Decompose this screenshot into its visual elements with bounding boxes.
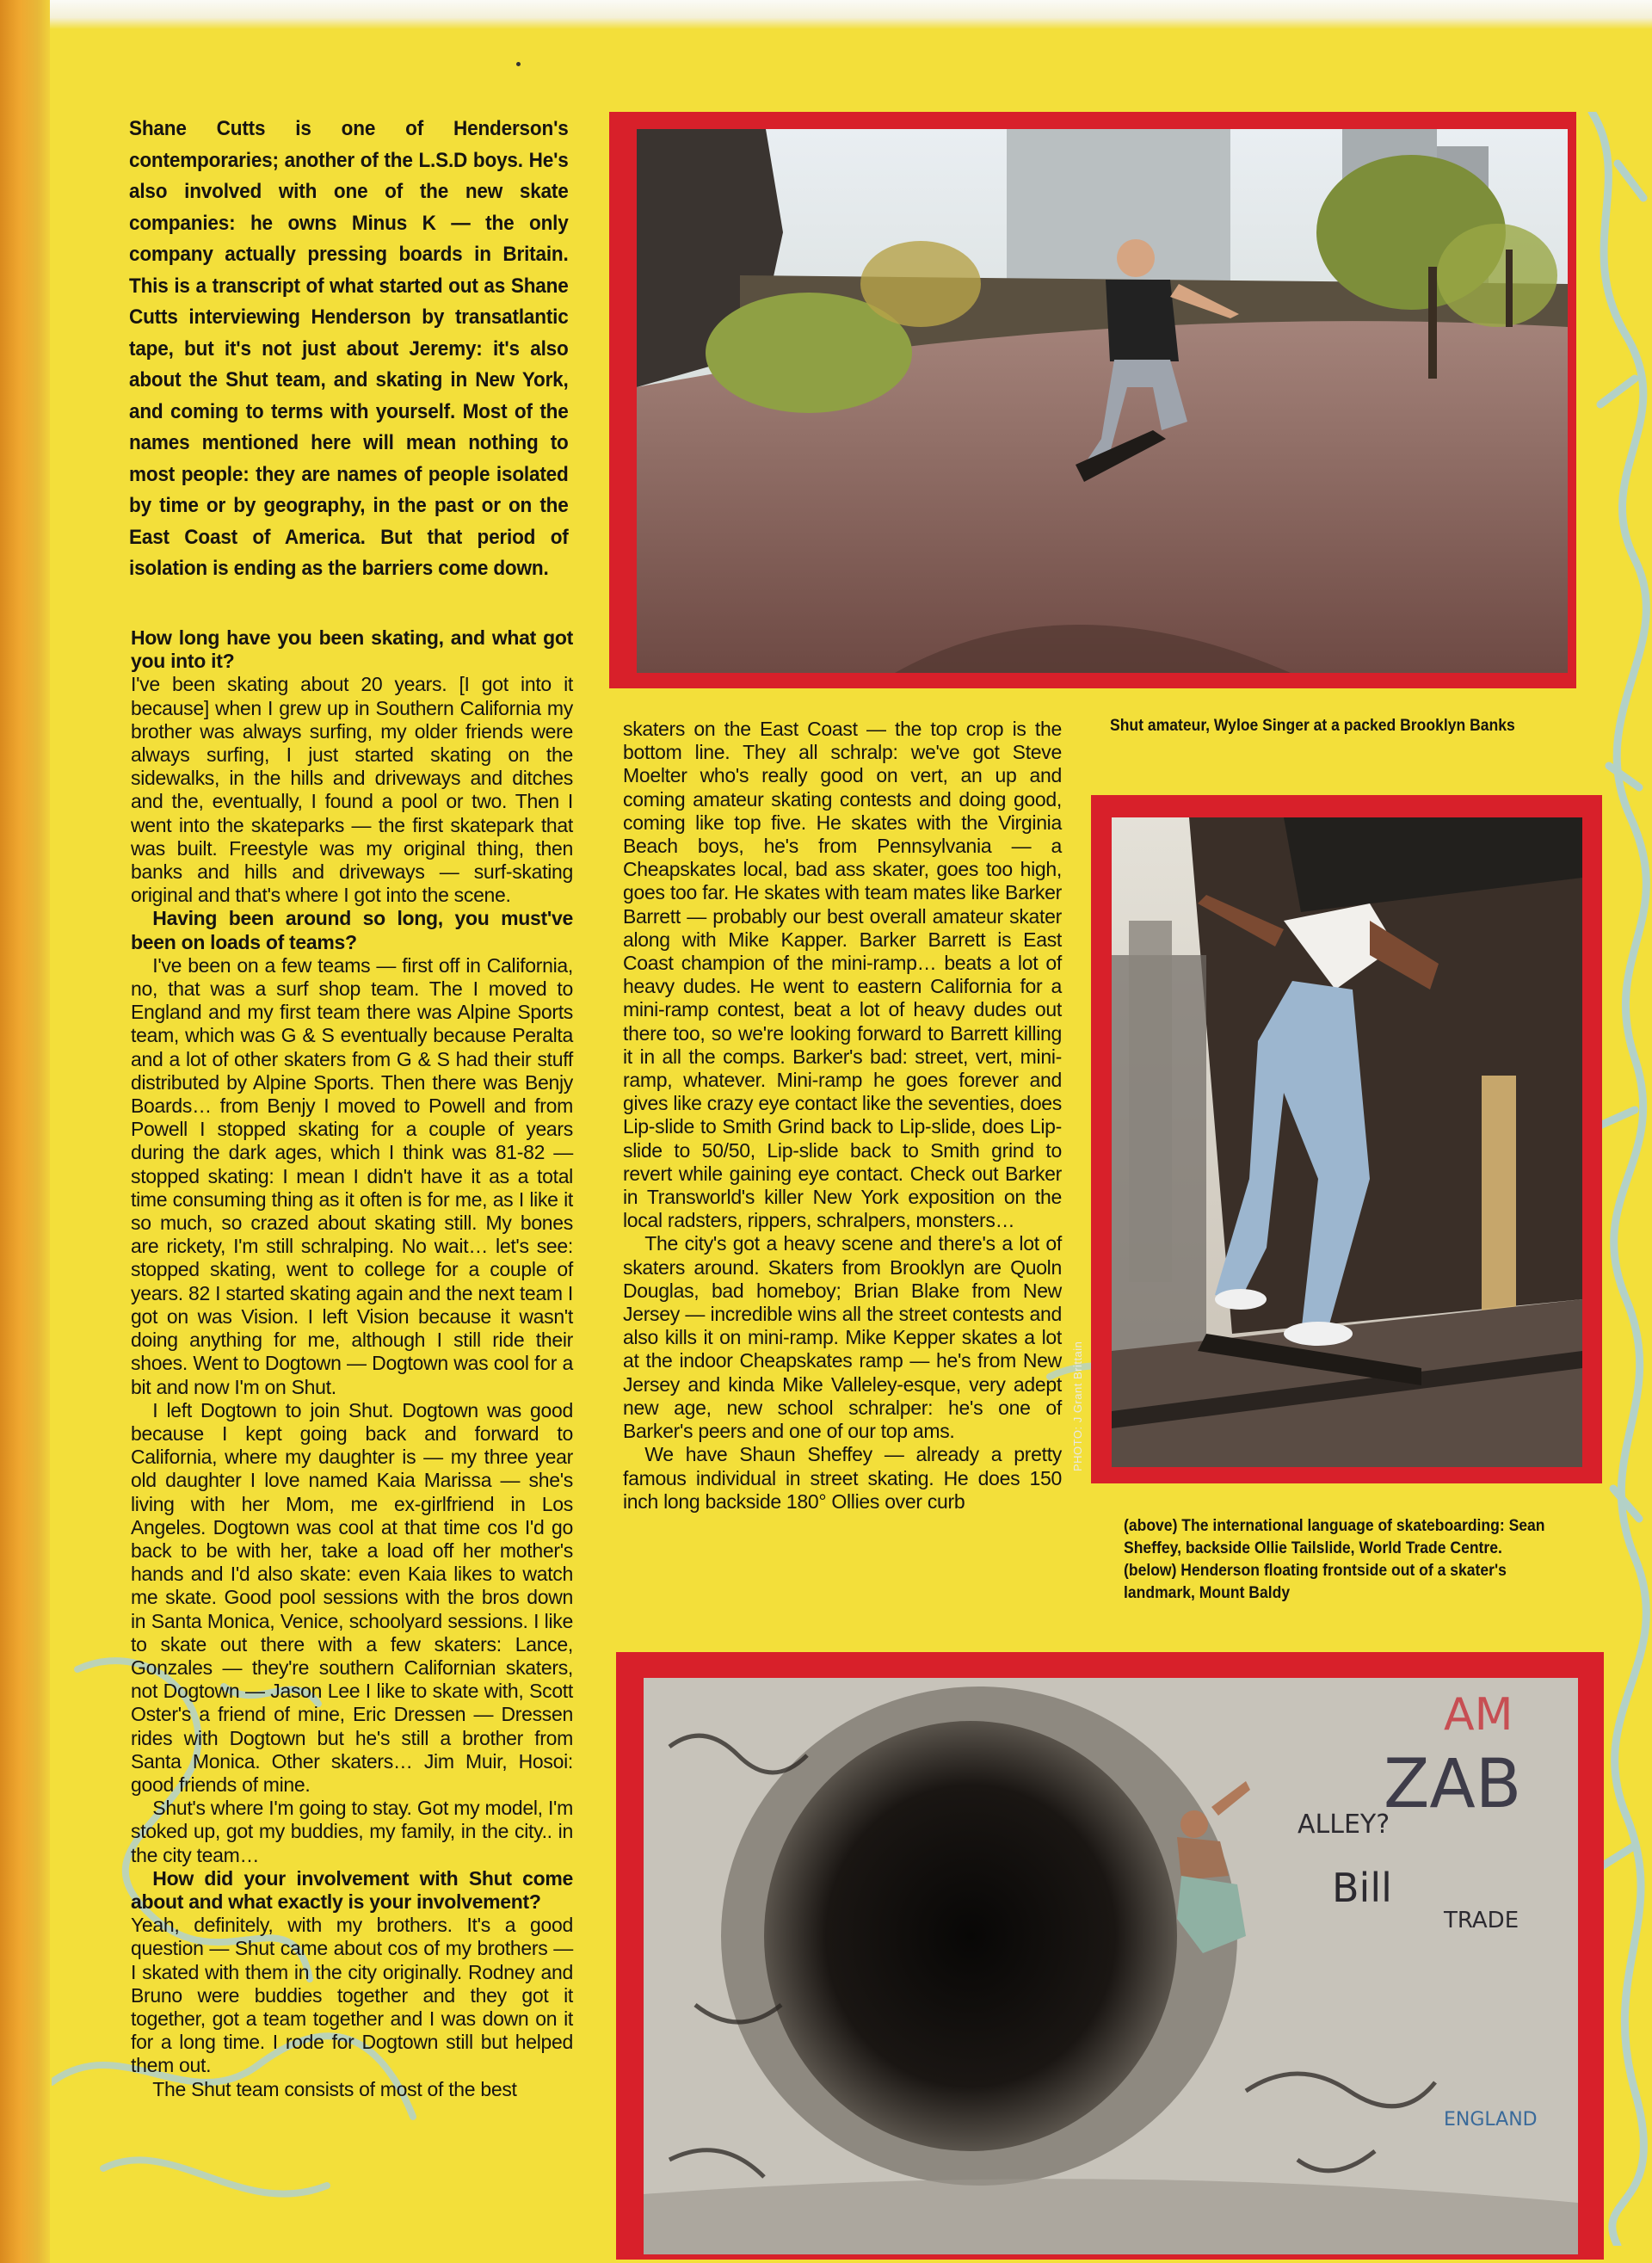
page-spine-edge <box>0 0 50 2263</box>
graffiti-bill: Bill <box>1332 1865 1392 1911</box>
photo-credit: PHOTO: J Grant Brittain <box>1071 1341 1084 1471</box>
article-column-2 <box>623 718 1062 1514</box>
page-top-shadow <box>50 0 1652 29</box>
answer-3-cont: The Shut team consists of most of the best <box>152 2077 517 2100</box>
caption-middle-photos: (above) The international language of skateboarding: Sean Sheffey, backside Ollie Tailslide, World Trade Centre. (below) Henderson floating frontside out of a skater's landmark, Mount Baldy <box>1124 1516 1545 1602</box>
article-column-1 <box>131 626 573 2101</box>
graffiti-alley: ALLEY? <box>1298 1810 1390 1840</box>
answer-2-end: Shut's where I'm going to stay. Got my model, I'm stoked up, got my buddies, my family, in the city.. in the city team… <box>131 1797 573 1866</box>
column-2-paragraph-2: The city's got a heavy scene and there's a lot of skaters around. Skaters from Brooklyn are Quoln Douglas, bad homeboy; Brian Blake from New Jersey — incredible wins all the street contests and also kills it on mini-ramp. Mike Kepper skates a lot at the indoor Cheapskates ramp — he's from New Jersey and kinda Mike Valleley-esque, very adept new age, new school schralper: he's one of Barker's peers and one of our top ams. <box>623 1232 1062 1443</box>
photo-mount-baldy-pipe <box>644 1678 1578 2254</box>
question-1: How long have you been skating, and what got you into it? <box>131 626 573 673</box>
answer-2: I've been on a few teams — first off in California, no, that was a surf shop team. The I moved to England and my first team there was Alpine Sports team, which was G & S eventually because Peralta and a lot of other skaters from G & S had their stuff distributed by Alpine Sports. Then there was Benjy Boards… from Benjy I moved to Powell and from Powell I stopped skating for a couple of years during the dark ages, which I think was 81-82 — stopped skating: I mean I didn't have it as a total time consuming thing as it often is for me, as I like it so much, so crazed about skating still. My bones are rickety, I'm still schralping. No wait… let's see: stopped skating, went to college for a couple of years. 82 I started skating again and the next team I got on was Vision. I left Vision because it wasn't doing anything for me, although I still ride their shoes. Went to Dogtown — Dogtown was cool for a bit and now I'm on Shut. <box>131 953 573 1398</box>
answer-2-cont: I left Dogtown to join Shut. Dogtown was good because I kept going back and forward to California, where my daughter is — my three year old daughter I love named Kaia Marissa — she's living with her Mom, me ex-girlfriend in Los Angeles. Dogtown was cool at that time cos I'd go back to be with her, take a load off her mother's hands and I'd also skate: even Kaia likes to watch me skate. Good pool sessions with the bros down in Santa Monica, Venice, schoolyard sessions. I like to skate out there with a few skaters: Lance, Gonzales — they're southern Californian skaters, not Dogtown — Jason Lee I like to skate with, Scott Oster's a friend of mine, Eric Dressen — Dressen rides with Dogtown but he's still a brother from Santa Monica. Other skaters… Jim Muir, Hosoi: good friends of mine. <box>131 1398 573 1796</box>
photo-world-trade-centre <box>1112 817 1582 1467</box>
column-2-paragraph-3: We have Shaun Sheffey — already a pretty famous individual in street skating. He does 150 inch long backside 180° Ollies over curb <box>623 1443 1062 1513</box>
answer-3: Yeah, definitely, with my brothers. It's a good question — Shut came about cos of my brothers — I skated with them in the city originally. Rodney and Bruno were buddies together and they got it together, got a team together and I was down on it for a long time. I rode for Dogtown still but helped them out. <box>131 1914 573 2077</box>
answer-1: I've been skating about 20 years. [I got into it because] when I grew up in Southern California my brother was always surfing, my older friends were always surfing, I just started skating on the sidewalks, in the hills and driveways and ditches and the, eventually, I found a pool or two. Then I went into the skateparks — the first skatepark that was built. Freestyle was my original thing, then banks and hills and driveways — surf-skating original and that's where I got into the scene. <box>131 673 573 907</box>
graffiti-trade: TRADE <box>1444 1908 1519 1933</box>
photo-brooklyn-banks <box>637 129 1568 673</box>
intro-paragraph: Shane Cutts is one of Henderson's contemporaries; another of the L.S.D boys. He's also involved with one of the new skate companies: he owns Minus K — the only company actually pressing boards in Britain. This is a transcript of what started out as Shane Cutts interviewing Henderson by transatlantic tape, but it's not just about Jeremy: it's also about the Shut team, and skating in New York, and coming to terms with yourself. Most of the names mentioned here will mean nothing to most people: they are names of people isolated by time or by geography, in the past or on the East Coast of America. But that period of isolation is ending as the barriers come down. <box>129 117 569 580</box>
column-2-paragraph-1: skaters on the East Coast — the top crop is the bottom line. They all schralp: we've got Steve Moelter who's really good on vert, an up and coming amateur skating contests and doing good, coming like top five. He skates with the Virginia Beach boys, he's from Pennsylvania — a Cheapskates local, bad ass skater, goes too high, goes too far. He skates with team mates like Barker Barrett — probably our best overall amateur skater along with Mike Kapper. Barker Barrett is East Coast champion of the mini-ramp… beats a lot of heavy dudes. He went to eastern California for a mini-ramp contest, beat a lot of heavy dudes out there too, so we're looking forward to Barrett killing it in all the comps. Barker's bad: street, vert, mini-ramp, whatever. Mini-ramp he goes forever and gives like crazy eye contact like the seventies, does Lip-slide to Smith Grind back to Lip-slide, does Lip-slide to 50/50, Lip-slide back to Smith grind to revert while gaining eye contact. Check out Barker in Transworld's killer New York exposition on the local radsters, rippers, schralpers, monsters… <box>623 718 1062 1232</box>
caption-top-photo: Shut amateur, Wyloe Singer at a packed Brooklyn Banks <box>1110 716 1515 735</box>
question-3: How did your involvement with Shut come about and what exactly is your involvement? <box>131 1866 573 1913</box>
question-2: Having been around so long, you must've been on loads of teams? <box>131 907 573 953</box>
graffiti-am: AM <box>1444 1689 1513 1741</box>
graffiti-england: ENGLAND <box>1444 2109 1538 2130</box>
decorative-dot <box>516 62 521 66</box>
graffiti-zab: ZAB <box>1384 1746 1522 1823</box>
